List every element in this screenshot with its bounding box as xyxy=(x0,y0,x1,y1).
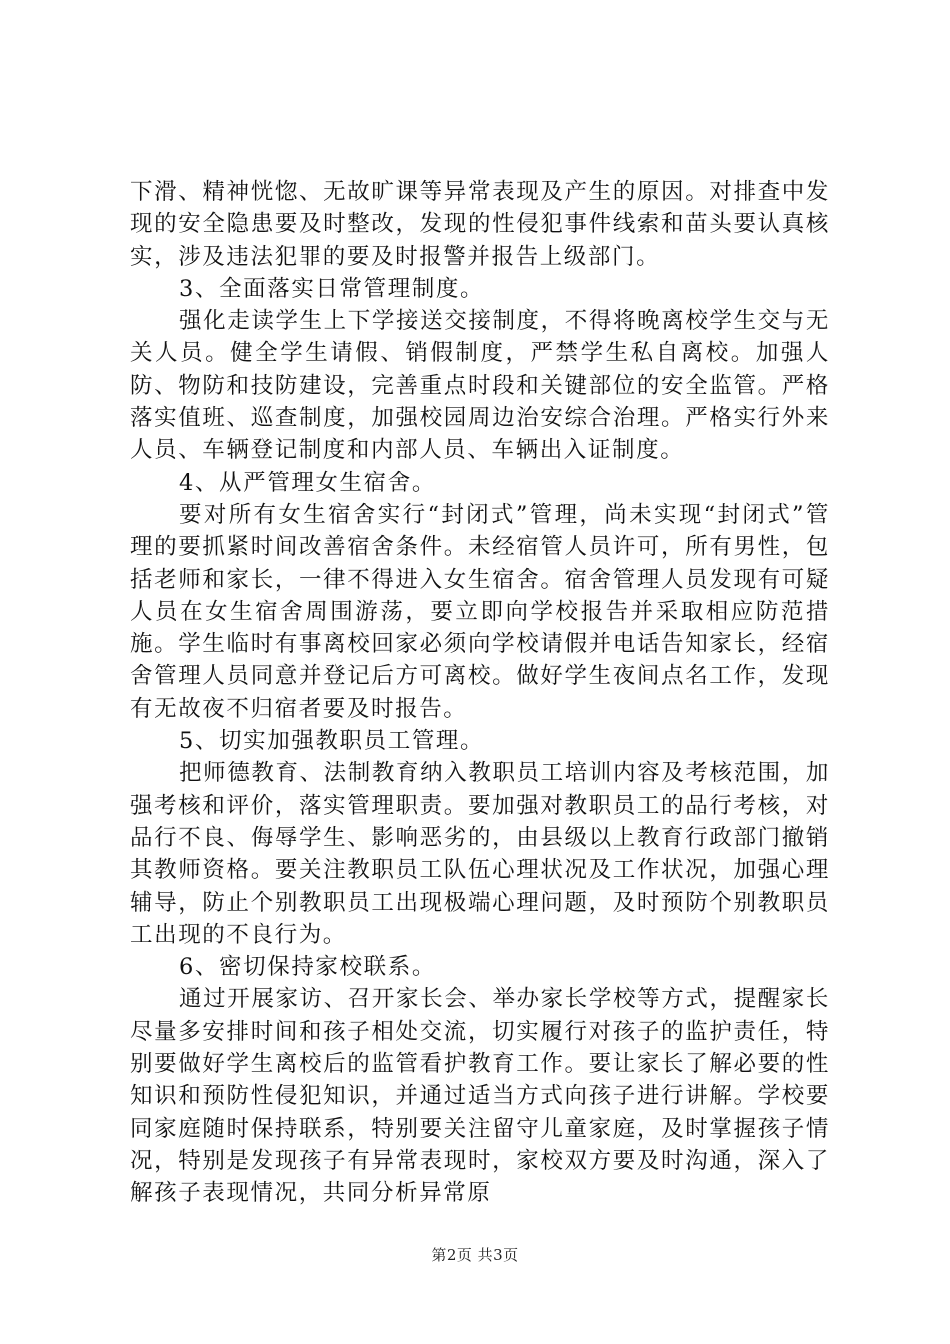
document-body xyxy=(130,176,830,1210)
section-heading-4: 4、从严管理女生宿舍。 xyxy=(179,469,436,496)
paragraph-continued: 下滑、精神恍惚、无故旷课等异常表现及产生的原因。对排查中发现的安全隐患要及时整改，发现的性侵犯事件线索和苗头要认真核实，涉及违法犯罪的要及时报警并报告上级部门。 xyxy=(130,179,830,270)
section-heading-5: 5、切实加强教职员工管理。 xyxy=(179,728,485,755)
section-heading-3: 3、全面落实日常管理制度。 xyxy=(179,275,485,302)
paragraph-home-school: 通过开展家访、召开家长会、举办家长学校等方式，提醒家长尽量多安排时间和孩子相处交流，切实履行对孩子的监护责任，特别要做好学生离校后的监管看护教育工作。要让家长了解必要的性知识和预防性侵犯知识，并通过适当方式向孩子进行讲解。学校要同家庭随时保持联系，特别要关注留守儿童家庭，及时掌握孩子情况，特别是发现孩子有异常表现时，家校双方要及时沟通，深入了解孩子表现情况，共同分析异常原 xyxy=(130,986,830,1207)
section-heading-6: 6、密切保持家校联系。 xyxy=(179,954,436,981)
paragraph-dormitory: 要对所有女生宿舍实行“封闭式”管理，尚未实现“封闭式”管理的要抓紧时间改善宿舍条件。未经宿管人员许可，所有男性，包括老师和家长，一律不得进入女生宿舍。宿舍管理人员发现有可疑人员在女生宿舍周围游荡，要立即向学校报告并采取相应防范措施。学生临时有事离校回家必须向学校请假并电话告知家长，经宿舍管理人员同意并登记后方可离校。做好学生夜间点名工作，发现有无故夜不归宿者要及时报告。 xyxy=(130,501,830,722)
paragraph-daily-management: 强化走读学生上下学接送交接制度，不得将晚离校学生交与无关人员。健全学生请假、销假制度，严禁学生私自离校。加强人防、物防和技防建设，完善重点时段和关键部位的安全监管。严格落实值班、巡查制度，加强校园周边治安综合治理。严格实行外来人员、车辆登记制度和内部人员、车辆出入证制度。 xyxy=(130,308,830,464)
page-footer: 第2页 共3页 xyxy=(431,1246,519,1264)
paragraph-staff-management: 把师德教育、法制教育纳入教职员工培训内容及考核范围，加强考核和评价，落实管理职责。要加强对教职员工的品行考核，对品行不良、侮辱学生、影响恶劣的，由县级以上教育行政部门撤销其教师资格。要关注教职员工队伍心理状况及工作状况，加强心理辅导，防止个别教职员工出现极端心理问题，及时预防个别教职员工出现的不良行为。 xyxy=(130,760,830,948)
